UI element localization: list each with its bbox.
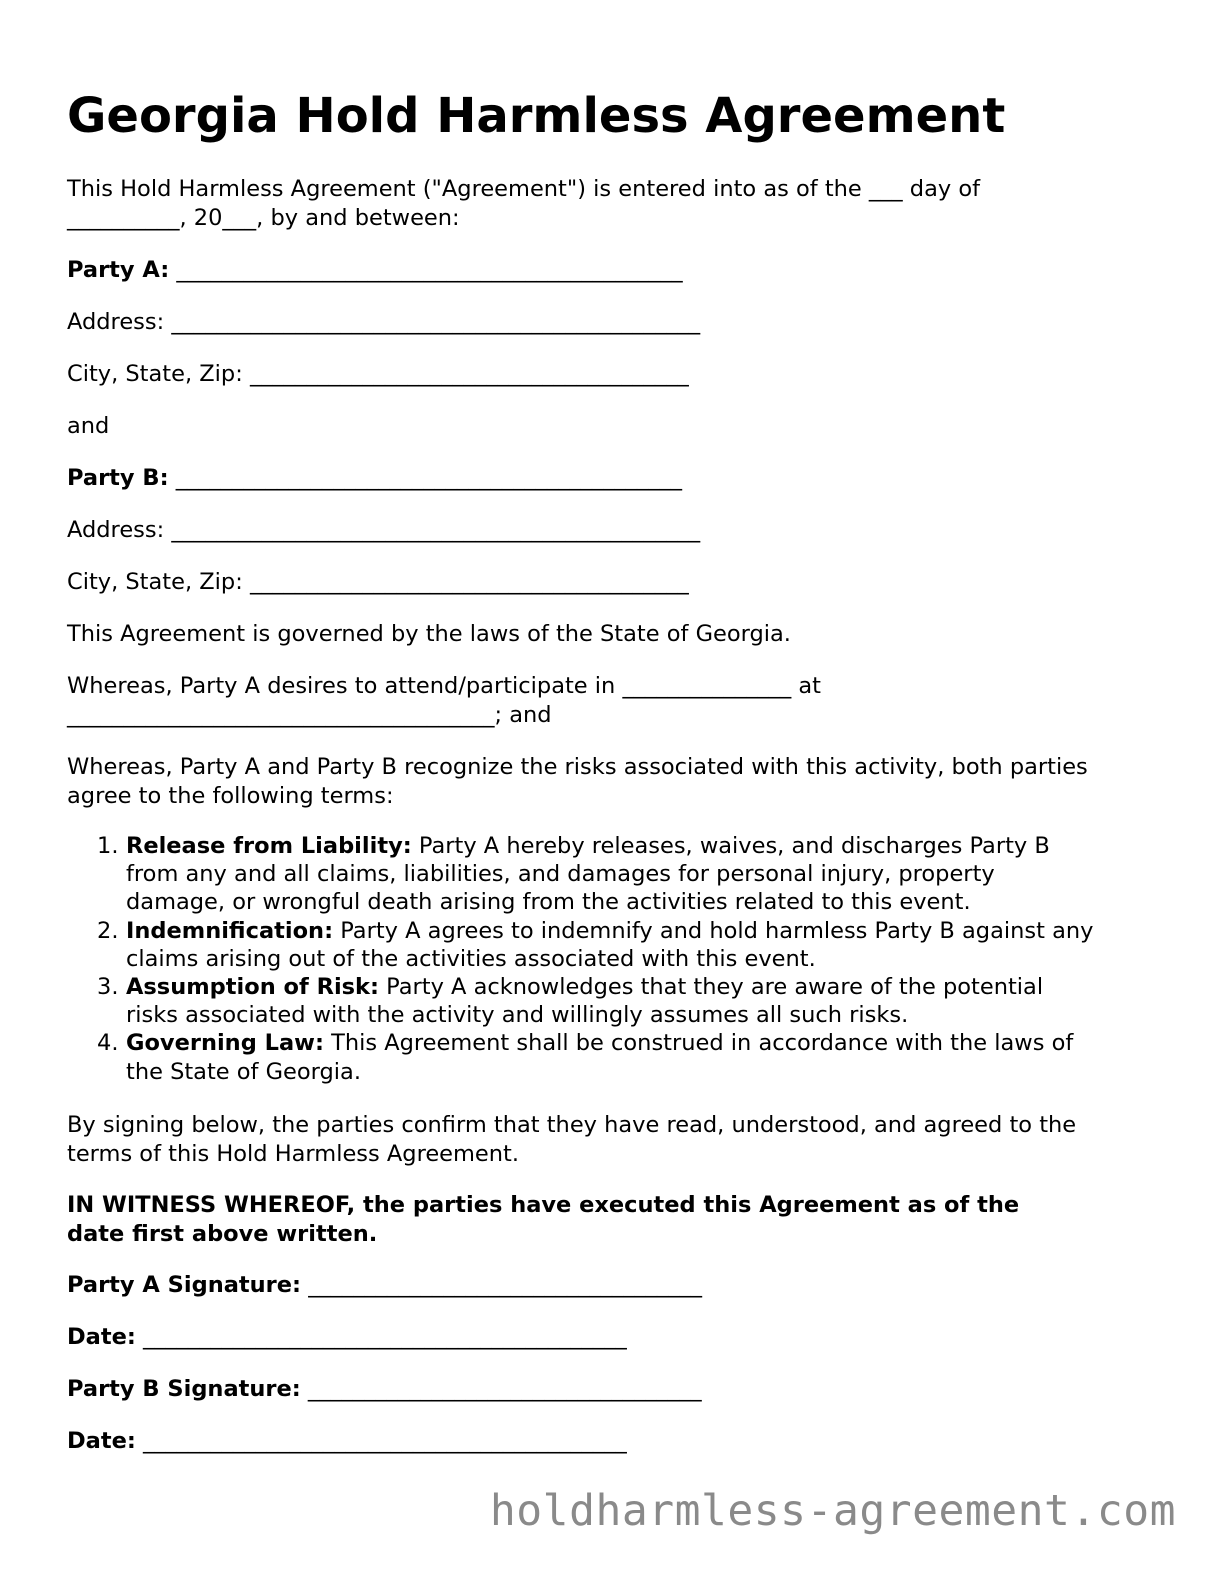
party-b-signature-label: Party B Signature:: [67, 1376, 301, 1402]
signing-paragraph: [67, 1111, 1076, 1168]
and-text: and: [67, 413, 110, 439]
intro-line-1: This Hold Harmless Agreement ("Agreement") is entered into as of the ___ day of: [67, 176, 981, 202]
party-b-label: Party B:: [67, 465, 169, 491]
term-text: Party A acknowledges that they are aware of the potential: [379, 974, 1044, 1001]
witness-line-1: IN WITNESS WHEREOF, the parties have executed this Agreement as of the: [67, 1192, 1020, 1218]
party-a-address-row: [67, 308, 700, 337]
term-text: damage, or wrongful death arising from the activities related to this event.: [126, 889, 971, 916]
term-text: This Agreement shall be construed in accordance with the laws of: [323, 1030, 1074, 1057]
party-b-address-row: [67, 516, 700, 545]
party-b-name-row: [67, 464, 682, 493]
party-b-date-row: [67, 1427, 627, 1456]
whereas-1-paragraph: [67, 672, 821, 729]
party-a-signature-label: Party A Signature:: [67, 1272, 302, 1298]
term-text: the State of Georgia.: [126, 1058, 361, 1085]
term-item-release: [67, 832, 1162, 917]
party-a-name-row: [67, 256, 683, 285]
term-number: 4.: [97, 1030, 119, 1057]
term-heading: Governing Law:: [126, 1030, 324, 1057]
term-text: Party A hereby releases, waives, and discharges Party B: [411, 833, 1050, 859]
party-a-name-blank: _____________________________________________: [176, 257, 683, 283]
party-a-city-row: [67, 360, 689, 389]
party-a-address-blank: _______________________________________________: [171, 309, 701, 335]
party-a-city-label: City, State, Zip:: [67, 361, 243, 387]
term-number: 2.: [97, 917, 119, 944]
party-b-city-blank: _______________________________________: [249, 569, 689, 595]
term-number: 1.: [97, 833, 119, 859]
whereas-1-line-1: Whereas, Party A desires to attend/participate in _______________ at: [67, 673, 821, 699]
party-a-date-row: [67, 1323, 627, 1352]
party-a-address-label: Address:: [67, 309, 165, 335]
website-watermark: holdharmless-agreement.com: [489, 1486, 1176, 1536]
party-a-label: Party A:: [67, 257, 170, 283]
whereas-2-line-2: agree to the following terms:: [67, 782, 394, 809]
party-b-address-blank: _______________________________________________: [171, 517, 701, 543]
term-heading: Indemnification:: [126, 917, 334, 944]
term-item-governing-law: [67, 1029, 1162, 1085]
term-text: Party A agrees to indemnify and hold harmless Party B against any: [333, 917, 1094, 944]
signing-line-2: terms of this Hold Harmless Agreement.: [67, 1140, 520, 1167]
witness-line-2: date first above written.: [67, 1220, 378, 1247]
term-heading: Release from Liability:: [126, 833, 412, 859]
terms-list: [67, 832, 1162, 1086]
party-b-address-label: Address:: [67, 517, 165, 543]
party-b-date-label: Date:: [67, 1428, 136, 1454]
whereas-1-line-2: ______________________________________; and: [67, 701, 552, 728]
signing-line-1: By signing below, the parties confirm that they have read, understood, and agreed to the: [67, 1112, 1077, 1138]
term-heading: Assumption of Risk:: [126, 974, 380, 1001]
party-b-date-blank: ___________________________________________: [143, 1428, 627, 1454]
term-item-assumption-of-risk: [67, 973, 1162, 1029]
intro-paragraph: [67, 175, 980, 232]
party-b-city-label: City, State, Zip:: [67, 569, 243, 595]
term-text: from any and all claims, liabilities, and damages for personal injury, property: [126, 861, 995, 888]
whereas-2-paragraph: [67, 753, 1088, 810]
page-title: Georgia Hold Harmless Agreement: [67, 88, 1006, 144]
party-b-city-row: [67, 568, 689, 597]
party-a-signature-row: [67, 1271, 702, 1300]
governed-paragraph: This Agreement is governed by the laws of the State of Georgia.: [67, 621, 791, 647]
whereas-2-line-1: Whereas, Party A and Party B recognize the risks associated with this activity, both parties: [67, 754, 1088, 780]
witness-paragraph: [67, 1191, 1019, 1248]
party-a-date-label: Date:: [67, 1324, 136, 1350]
party-b-signature-blank: ___________________________________: [307, 1376, 702, 1402]
term-item-indemnification: [67, 917, 1162, 973]
intro-line-2: __________, 20___, by and between:: [67, 204, 460, 231]
term-text: claims arising out of the activities associated with this event.: [126, 945, 816, 972]
term-number: 3.: [97, 974, 119, 1001]
party-b-signature-row: [67, 1375, 702, 1404]
term-text: risks associated with the activity and willingly assumes all such risks.: [126, 1002, 909, 1029]
party-a-date-blank: ___________________________________________: [143, 1324, 627, 1350]
party-b-name-blank: _____________________________________________: [175, 465, 682, 491]
party-a-city-blank: _______________________________________: [249, 361, 689, 387]
party-a-signature-blank: ___________________________________: [308, 1272, 702, 1298]
